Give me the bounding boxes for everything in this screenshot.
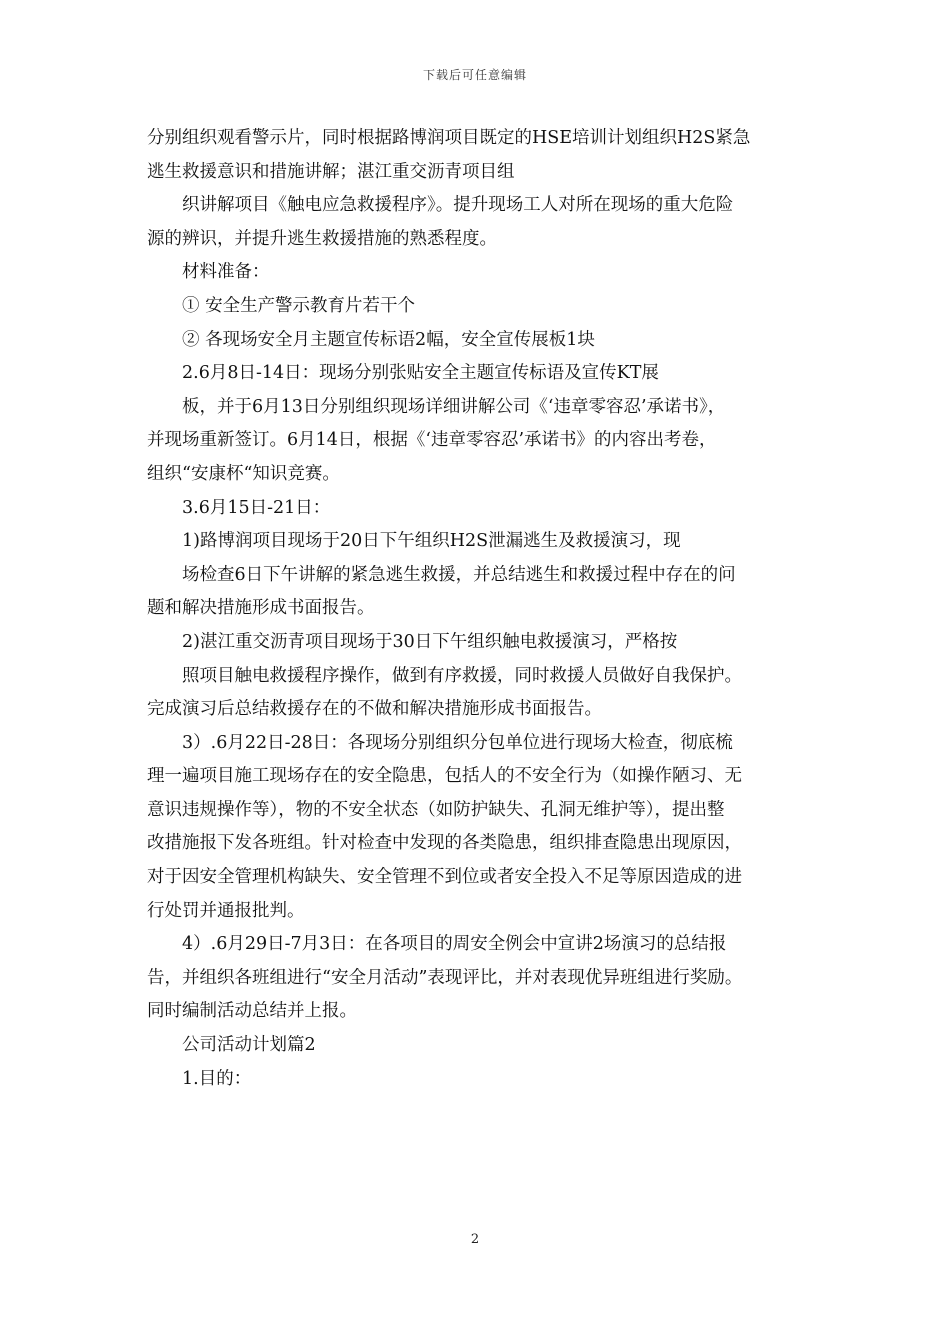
text-line: 2)湛江重交沥青项目现场于30日下午组织触电救援演习，严格按 (182, 631, 678, 652)
text-line: 1)路博润项目现场于20日下午组织H2S泄漏逃生及救援演习，现 (182, 531, 681, 552)
text-line: 并现场重新签订。6月14日，根据《‘违章零容忍’承诺书》的内容出考卷， (147, 430, 717, 451)
text-line: 逃生救援意识和措施讲解；湛江重交沥青项目组 (147, 161, 515, 182)
text-line: 1.目的： (182, 1068, 252, 1089)
page-header: 下载后可任意编辑 (422, 68, 527, 82)
text-line: 组织“安康杯“知识竞赛。 (147, 463, 340, 484)
document-body (147, 122, 817, 1096)
text-line: 告，并组织各班组进行“安全月活动”表现评比，并对表现优异班组进行奖励。 (147, 967, 743, 988)
text-line: 理一遍项目施工现场存在的安全隐患，包括人的不安全行为（如操作陋习、无 (147, 766, 742, 787)
text-line: 对于因安全管理机构缺失、安全管理不到位或者安全投入不足等原因造成的进 (147, 867, 742, 888)
text-line: 分别组织观看警示片，同时根据路博润项目既定的HSE培训计划组织H2S紧急 (147, 128, 751, 148)
text-line: 织讲解项目《触电应急救援程序》。提升现场工人对所在现场的重大危险 (182, 195, 734, 216)
page-number: 2 (470, 1232, 480, 1247)
text-line: ② 各现场安全月主题宣传标语2幅，安全宣传展板1块 (182, 329, 595, 350)
text-line: 源的辨识，并提升逃生救援措施的熟悉程度。 (147, 228, 497, 249)
text-line: 材料准备： (182, 262, 270, 283)
text-line: 完成演习后总结救援存在的不做和解决措施形成书面报告。 (147, 699, 602, 720)
text-line: 行处罚并通报批判。 (147, 900, 305, 921)
text-line: ① 安全生产警示教育片若干个 (182, 295, 416, 316)
text-line: 意识违规操作等），物的不安全状态（如防护缺失、孔洞无维护等），提出整 (147, 799, 725, 820)
text-line: 3）.6月22日-28日：各现场分别组织分包单位进行现场大检查，彻底梳 (182, 732, 733, 753)
text-line: 公司活动计划篇2 (182, 1035, 316, 1056)
text-line: 照项目触电救援程序操作，做到有序救援，同时救援人员做好自我保护。 (182, 665, 742, 686)
text-line: 3.6月15日-21日： (182, 497, 331, 518)
text-line: 2.6月8日-14日：现场分别张贴安全主题宣传标语及宣传KT展 (182, 363, 659, 384)
text-line: 4）.6月29日-7月3日：在各项目的周安全例会中宣讲2场演习的总结报 (182, 934, 727, 955)
text-line: 板，并于6月13日分别组织现场详细讲解公司《‘违章零容忍’承诺书》， (182, 396, 726, 417)
text-line: 题和解决措施形成书面报告。 (147, 598, 375, 619)
text-line: 同时编制活动总结并上报。 (147, 1001, 357, 1022)
text-line: 场检查6日下午讲解的紧急逃生救援，并总结逃生和救援过程中存在的问 (182, 564, 736, 585)
text-line: 改措施报下发各班组。针对检查中发现的各类隐患，组织排查隐患出现原因， (147, 833, 742, 854)
